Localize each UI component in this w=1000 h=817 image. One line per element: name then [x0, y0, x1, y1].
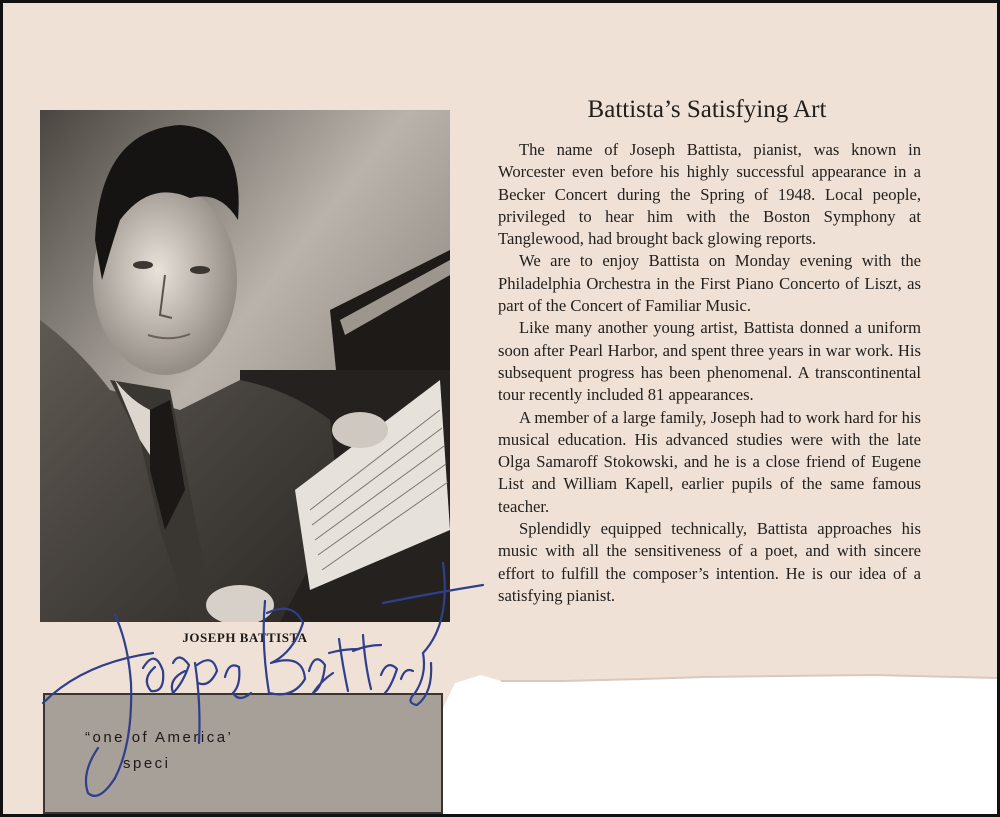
article-body	[498, 139, 921, 607]
article-paragraph: Like many another young artist, Battista donned a uniform soon after Pearl Harbor, and spent three years in war work. His subsequent progress has been phenomenal. A transcontinental tour recently included 81 appearances.	[498, 318, 921, 405]
photo-caption: JOSEPH BATTISTA	[182, 630, 308, 645]
article-paragraph: We are to enjoy Battista on Monday evening with the Philadelphia Orchestra in the First Piano Concerto of Liszt, as part of the Concert of Familiar Music.	[498, 251, 921, 316]
ad-line-1: “one of America’	[85, 729, 234, 746]
article-paragraph: A member of a large family, Joseph had to work hard for his musical education. His advanced studies were with the late Olga Samaroff Stokowski, and he is a close friend of Eugene List and William Kapell, earlier pupils of the same famous teacher.	[498, 407, 921, 516]
article-title: Battista’s Satisfying Art	[587, 96, 827, 123]
portrait-photo	[40, 110, 450, 622]
article-paragraph: Splendidly equipped technically, Battista approaches his music with all the sensitiveness of a poet, and with sincere effort to fulfill the composer’s intention. He is our idea of a satisfying pianist.	[498, 519, 921, 605]
article-paragraph: The name of Joseph Battista, pianist, was known in Worcester even before his highly successful appearance in a Becker Concert during the Spring of 1948. Local people, privileged to hear him with the Boston Symphony at Tanglewood, had brought back glowing reports.	[498, 140, 921, 249]
advertisement-text	[85, 725, 345, 777]
ad-line-2: speci	[123, 755, 171, 772]
